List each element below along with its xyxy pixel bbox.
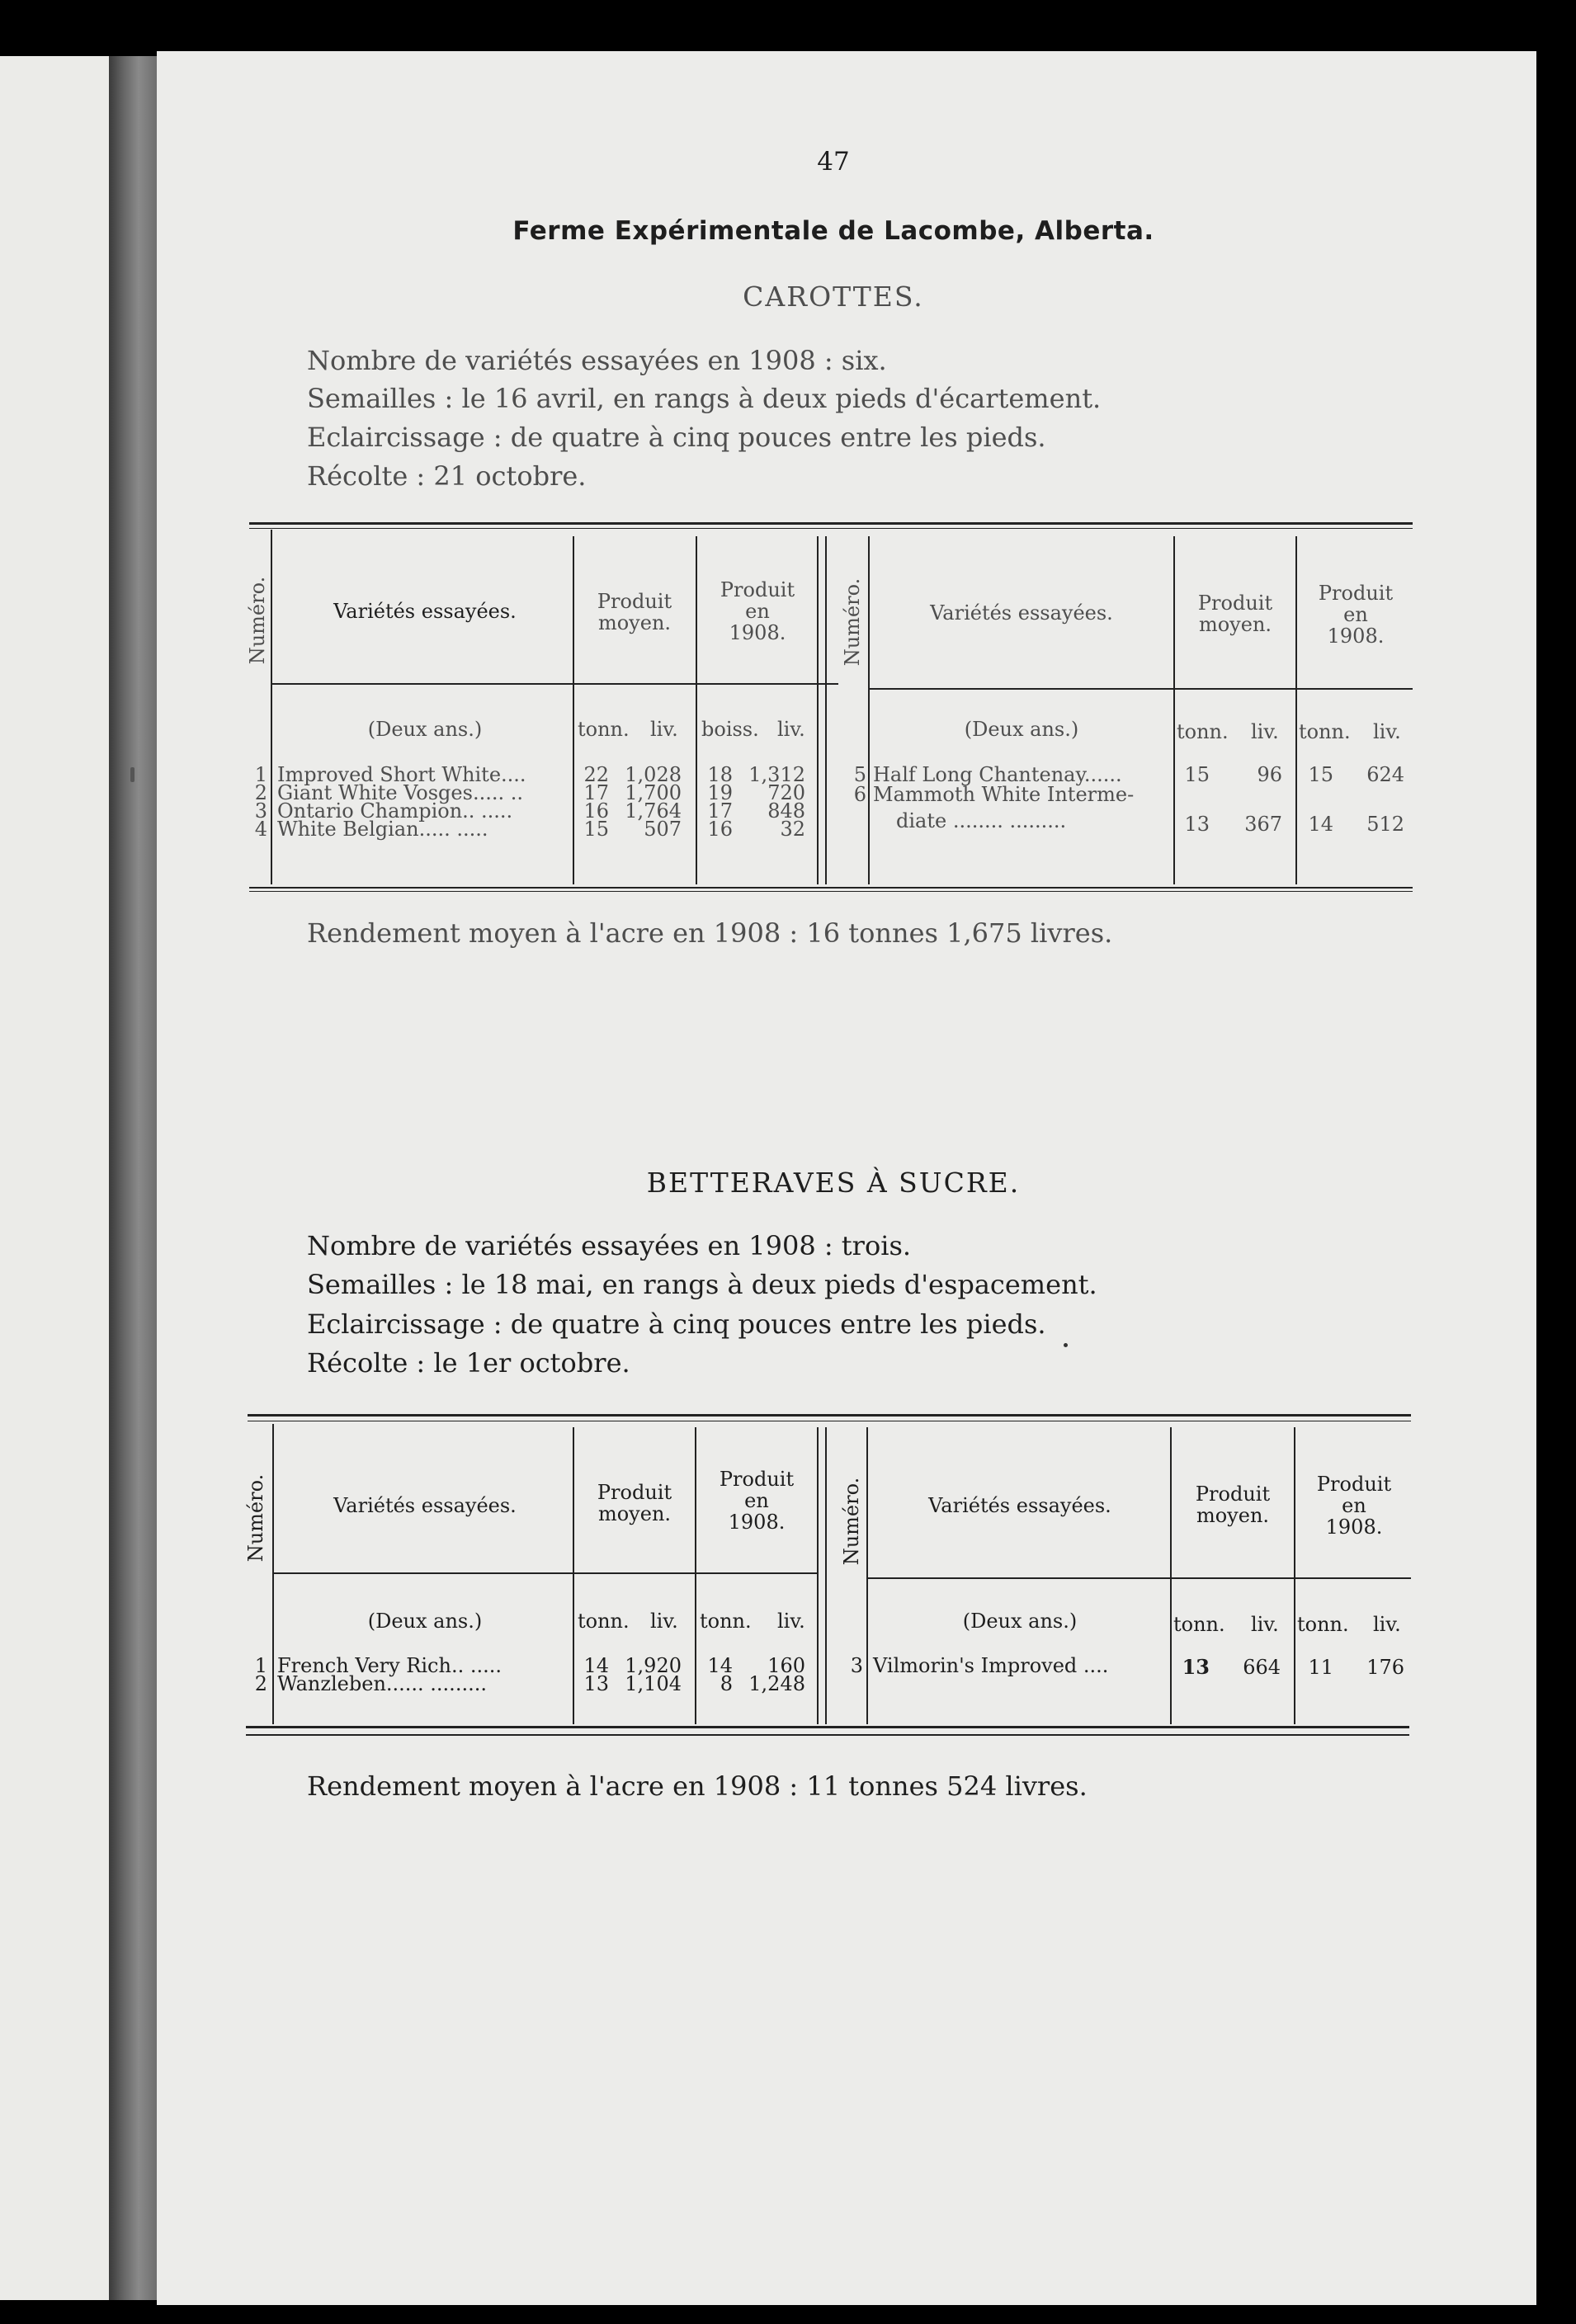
variety-name-continued: diate ........ ......... [896, 809, 1067, 832]
unit-liv: liv. [1373, 1613, 1401, 1636]
col-divider [573, 1427, 574, 1724]
col-divider [1294, 1427, 1295, 1724]
unit-tonn: tonn. [1173, 1613, 1225, 1636]
yield-1908-boiss: 17 [707, 799, 733, 823]
col-divider [1295, 536, 1297, 884]
yield-1908-tonnes: 15 [1308, 763, 1333, 786]
avg-tonnes: 22 [583, 763, 609, 786]
col-divider [825, 1427, 827, 1724]
yield-1908-livres: 176 [1366, 1656, 1404, 1679]
table-bottom-rule-thin [246, 1734, 1409, 1736]
unit-tonn: tonn. [1177, 720, 1229, 743]
header-rule-left [274, 1572, 819, 1574]
beets-title: BETTERAVES À SUCRE. [646, 1167, 1021, 1199]
unit-liv: liv. [777, 1610, 805, 1633]
avg-tonnes: 15 [1184, 763, 1210, 786]
row-number: 5 [853, 763, 866, 786]
avg-livres: 1,764 [625, 799, 682, 823]
yield-1908-livres: 720 [767, 781, 805, 804]
unit-tonn: tonn. [578, 1610, 630, 1633]
row-number: 6 [853, 783, 866, 806]
header-numero: Numéro. [244, 1473, 267, 1563]
col-divider [695, 1427, 696, 1724]
avg-livres: 1,028 [625, 763, 682, 786]
avg-tonnes: 17 [583, 781, 609, 804]
avg-tonnes: 16 [583, 799, 609, 823]
header-rule-right [868, 688, 1413, 690]
yield-1908-tonnes: 14 [707, 1654, 733, 1677]
header-rule-left [271, 683, 838, 685]
col-divider [272, 1424, 274, 1724]
subheader-deux-ans: (Deux ans.) [367, 718, 483, 741]
unit-liv: liv. [650, 1610, 678, 1633]
subheader-deux-ans: (Deux ans.) [962, 1610, 1078, 1633]
facing-page-edge [0, 56, 116, 2300]
page-number: 47 [817, 147, 850, 177]
carrots-intro-sowing: Semailles : le 16 avril, en rangs à deux pieds d'écartement. [307, 383, 1102, 414]
yield-1908-livres: 848 [767, 799, 805, 823]
yield-1908-tonnes: 14 [1308, 813, 1333, 836]
col-divider [817, 1427, 819, 1724]
col-divider [696, 536, 697, 884]
yield-1908-livres: 624 [1366, 763, 1404, 786]
beets-summary: Rendement moyen à l'acre en 1908 : 11 tonnes 524 livres. [307, 1770, 1088, 1802]
yield-1908-livres: 160 [767, 1654, 805, 1677]
beets-intro-varieties: Nombre de variétés essayées en 1908 : trois. [307, 1230, 912, 1261]
header-produit-moyen: Produit moyen. [1195, 1483, 1271, 1527]
subheader-deux-ans: (Deux ans.) [964, 718, 1079, 741]
col-divider [825, 536, 827, 884]
avg-livres: 96 [1257, 763, 1282, 786]
table-top-rule [248, 1414, 1411, 1417]
yield-1908-tonnes: 11 [1308, 1656, 1333, 1679]
header-varietes: Variétés essayées. [930, 601, 1113, 625]
col-divider [271, 530, 272, 884]
header-produit-1908: Produit en 1908. [1318, 582, 1394, 648]
row-number: 1 [254, 763, 267, 786]
yield-1908-tonnes: 8 [720, 1672, 733, 1695]
header-numero: Numéro. [840, 1477, 863, 1566]
print-speck [1064, 1343, 1068, 1347]
header-produit-1908: Produit en 1908. [1316, 1473, 1392, 1539]
avg-livres: 664 [1243, 1656, 1281, 1679]
row-number: 2 [254, 781, 267, 804]
header-varietes: Variétés essayées. [333, 600, 517, 623]
yield-1908-livres: 1,248 [748, 1672, 805, 1695]
beets-intro-harvest: Récolte : le 1er octobre. [307, 1347, 630, 1379]
avg-tonnes: 14 [583, 1654, 609, 1677]
variety-name: French Very Rich.. ..... [277, 1654, 502, 1677]
unit-liv: liv. [777, 718, 805, 741]
row-number: 2 [254, 1672, 267, 1695]
row-number: 3 [254, 799, 267, 823]
header-produit-moyen: Produit moyen. [1197, 592, 1273, 636]
yield-1908-boiss: 19 [707, 781, 733, 804]
avg-tonnes: 15 [583, 818, 609, 841]
book-spine [109, 56, 158, 2300]
variety-name: Giant White Vosges..... .. [277, 781, 523, 804]
unit-liv: liv. [650, 718, 678, 741]
avg-livres: 1,920 [625, 1654, 682, 1677]
avg-livres: 367 [1244, 813, 1282, 836]
print-speck [130, 767, 134, 782]
avg-tonnes: 13 [583, 1672, 609, 1695]
header-numero: Numéro. [841, 577, 864, 667]
avg-tonnes: 13 [1184, 813, 1210, 836]
unit-liv: liv. [1251, 720, 1279, 743]
header-produit-moyen: Produit moyen. [597, 1481, 672, 1525]
header-varietes: Variétés essayées. [333, 1494, 517, 1517]
beets-intro-sowing: Semailles : le 18 mai, en rangs à deux pieds d'espacement. [307, 1269, 1097, 1300]
unit-tonn: tonn. [1297, 1613, 1349, 1636]
table-bottom-rule [246, 1726, 1409, 1728]
col-divider [866, 1427, 868, 1724]
col-divider [573, 536, 574, 884]
col-divider [817, 536, 819, 884]
variety-name: Vilmorin's Improved .... [873, 1654, 1109, 1677]
header-produit-1908: Produit en 1908. [719, 1468, 795, 1534]
yield-1908-boiss: 16 [707, 818, 733, 841]
carrots-title: CAROTTES. [743, 280, 924, 313]
variety-name: Improved Short White.... [277, 763, 526, 786]
table-bottom-rule [249, 887, 1413, 889]
carrots-intro-thinning: Eclaircissage : de quatre à cinq pouces entre les pieds. [307, 422, 1046, 453]
variety-name: Mammoth White Interme- [873, 783, 1135, 806]
yield-1908-livres: 512 [1366, 813, 1404, 836]
yield-1908-livres: 32 [780, 818, 805, 841]
variety-name: White Belgian..... ..... [277, 818, 488, 841]
subheader-deux-ans: (Deux ans.) [367, 1610, 483, 1633]
unit-liv: liv. [1373, 720, 1401, 743]
table-top-rule [249, 522, 1413, 525]
col-divider [1170, 1427, 1172, 1724]
row-number: 1 [254, 1654, 267, 1677]
avg-livres: 507 [644, 818, 682, 841]
avg-tonnes: 13 [1182, 1655, 1210, 1679]
unit-tonn: tonn. [578, 718, 630, 741]
header-rule-right [868, 1577, 1411, 1579]
table-bottom-rule-thin [249, 891, 1413, 892]
header-varietes: Variétés essayées. [928, 1494, 1111, 1517]
carrots-summary: Rendement moyen à l'acre en 1908 : 16 tonnes 1,675 livres. [307, 917, 1113, 949]
variety-name: Half Long Chantenay...... [873, 763, 1122, 786]
variety-name: Ontario Champion.. ..... [277, 799, 513, 823]
yield-1908-boiss: 18 [707, 763, 733, 786]
row-number: 4 [254, 818, 267, 841]
header-numero: Numéro. [246, 576, 269, 665]
variety-name: Wanzleben...... ......... [277, 1672, 487, 1695]
unit-liv: liv. [1251, 1613, 1279, 1636]
col-divider [868, 536, 870, 884]
carrots-intro-varieties: Nombre de variétés essayées en 1908 : six. [307, 345, 887, 376]
beets-intro-thinning: Eclaircissage : de quatre à cinq pouces entre les pieds. [307, 1308, 1046, 1340]
unit-tonn: tonn. [700, 1610, 752, 1633]
unit-boiss: boiss. [701, 718, 759, 741]
header-produit-1908: Produit en 1908. [720, 578, 795, 644]
avg-livres: 1,104 [625, 1672, 682, 1695]
table-top-rule-thin [249, 528, 1413, 529]
unit-tonn: tonn. [1299, 720, 1351, 743]
header-produit-moyen: Produit moyen. [597, 590, 672, 634]
avg-livres: 1,700 [625, 781, 682, 804]
page-heading: Ferme Expérimentale de Lacombe, Alberta. [512, 216, 1154, 246]
carrots-intro-harvest: Récolte : 21 octobre. [307, 460, 587, 492]
col-divider [1173, 536, 1175, 884]
yield-1908-livres: 1,312 [748, 763, 805, 786]
row-number: 3 [850, 1654, 863, 1677]
